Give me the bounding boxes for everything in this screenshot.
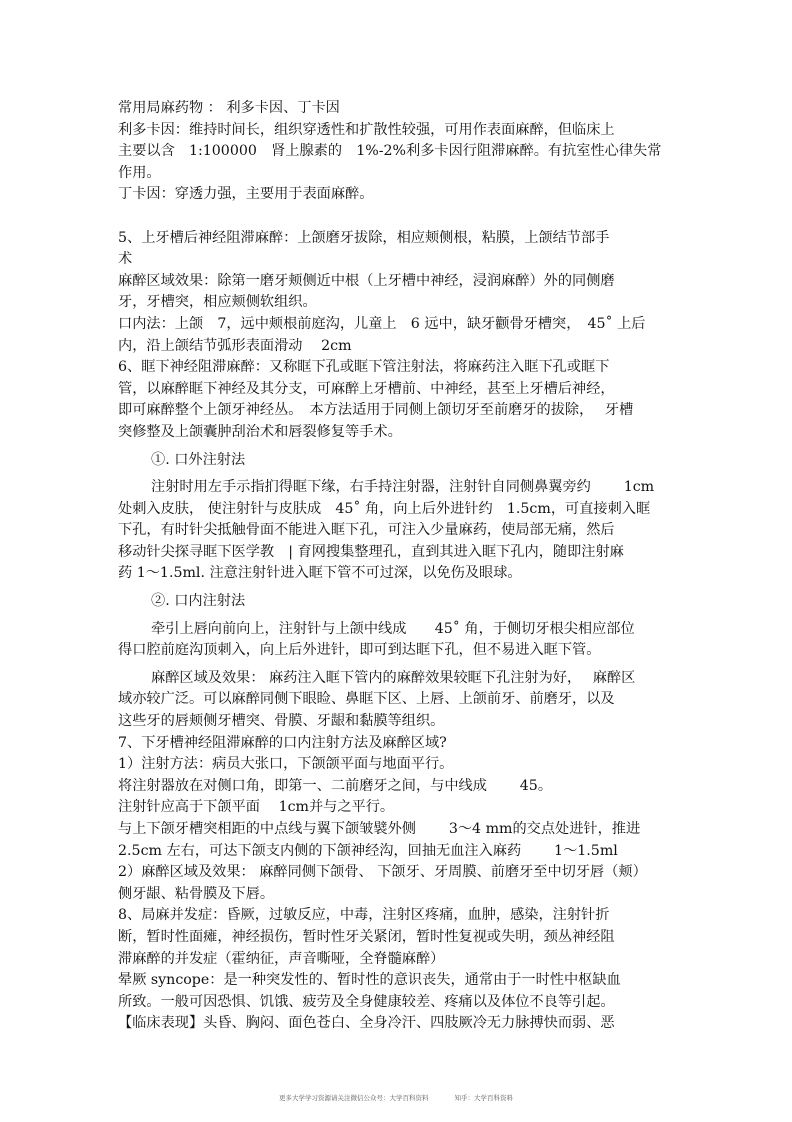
text-line: 1）注射方法：病员大张口，下颌颌平面与地面平行。 (118, 756, 454, 773)
text-line: 丁卡因：穿透力强，主要用于表面麻醉。 (118, 186, 374, 203)
text-line: 将注射器放在对侧口角，即第一、二前磨牙之间，与中线成 45。 (118, 777, 553, 794)
text-line: 常用局麻药物 ： 利多卡因、丁卡因 (118, 100, 340, 116)
subheading-extraoral: ①. 口外注射法 (151, 451, 246, 468)
text-line: 所致。一般可因恐惧、饥饿、疲劳及全身健康较差、疼痛以及体位不良等引起。 (118, 993, 615, 1010)
text-line: 这些牙的唇颊侧牙槽突、骨膜、牙龈和黏膜等组织。 (118, 713, 445, 730)
footer-zhihu-note: 知乎：大学百科资料 (454, 1094, 514, 1102)
section-heading: 7、下牙槽神经阻滞麻醉的口内注射方法及麻醉区域? (118, 734, 447, 751)
section-heading: 5、上牙槽后神经阻滞麻醉：上颌磨牙拔除，相应颊侧根，粘膜，上颌结节部手 (118, 229, 610, 246)
text-line: 牙，牙槽突，相应颊侧软组织。 (118, 294, 317, 311)
text-line: 内，沿上颌结节弧形表面滑动 2cm (118, 337, 352, 354)
subheading-intraoral: ②. 口内注射法 (151, 593, 246, 610)
text-line: 作用。 (118, 164, 161, 181)
paragraph-gap (118, 206, 678, 228)
text-line: 域亦较广泛。可以麻醉同侧下眼睑、鼻眶下区、上唇、上颌前牙、前磨牙，以及 (118, 691, 615, 708)
text-line: 【临床表现】头昏、胸闷、面色苍白、全身冷汗、四肢厥冷无力脉搏快而弱、恶 (118, 1015, 615, 1032)
section-heading: 8、局麻并发症：昏厥，过敏反应，中毒，注射区疼痛，血肿，感染，注射针折 (118, 907, 610, 924)
text-line: 移动针尖探寻眶下医学教 | 育网搜集整理孔，直到其进入眶下孔内，随即注射麻 (118, 543, 624, 560)
footer-wechat-note: 更多大学学习资源请关注微信公众号：大学百科资料 (278, 1094, 429, 1102)
text-line: 麻醉区域效果：除第一磨牙颊侧近中根（上牙槽中神经，浸润麻醉）外的同侧磨 (118, 272, 615, 289)
text-line: 2）麻醉区域及效果： 麻醉同侧下颌骨、 下颌牙、牙周膜、前磨牙至中切牙唇（颊） (118, 864, 647, 881)
text-line: 滞麻醉的并发症（霍纳征，声音嘶哑，全脊髓麻醉） (118, 950, 445, 967)
text-line: 牵引上唇向前向上，注射针与上颌中线成 45˚ 角，于侧切牙根尖相应部位 (151, 620, 635, 637)
text-line: 药 1～1.5ml. 注意注射针进入眶下管不可过深，以免伤及眼球。 (118, 565, 522, 582)
text-line: 突修整及上颌囊肿刮治术和唇裂修复等手术。 (118, 423, 402, 440)
text-line: 晕厥 syncope：是一种突发性的、暂时性的意识丧失，通常由于一时性中枢缺血 (118, 972, 621, 989)
text-line: 主要以含 1:100000 肾上腺素的 1%-2%利多卡因行阻滞麻醉。有抗室性心律失常 (118, 143, 662, 160)
text-line: 得口腔前庭沟顶刺入，向上后外进针，即可到达眶下孔，但不易进入眶下管。 (118, 642, 601, 659)
text-line: 断，暂时性面瘫，神经损伤，暂时性牙关紧闭，暂时性复视或失明，颈丛神经阻 (118, 928, 615, 945)
text-line: 注射时用左手示指扪得眶下缘，右手持注射器，注射针自同侧鼻翼旁约 1cm (151, 479, 655, 496)
text-line: 2.5cm 左右，可达下颌支内侧的下颌神经沟，回抽无血注入麻药 1～1.5ml (118, 842, 618, 859)
text-line: 与上下颌牙槽突相距的中点线与翼下颌皱襞外侧 3～4 mm的交点处进针，推进 (118, 821, 641, 837)
text-line: 麻醉区域及效果： 麻药注入眶下管内的麻醉效果较眶下孔注射为好， 麻醉区 (151, 669, 636, 686)
page-footer (0, 1094, 792, 1102)
text-line: 管，以麻醉眶下神经及其分支，可麻醉上牙槽前、中神经，甚至上牙槽后神经， (118, 380, 615, 397)
text-line: 利多卡因：维持时间长，组织穿透性和扩散性较强，可用作表面麻醉，但临床上 (118, 121, 615, 138)
text-line: 处刺入皮肤， 使注射针与皮肤成 45˚ 角，向上后外进针约 1.5cm，可直接刺入眶 (118, 500, 651, 517)
document-body (118, 98, 678, 1035)
text-line: 即可麻醉整个上颌牙神经丛。 本方法适用于同侧上颌切牙至前磨牙的拔除， 牙槽 (118, 402, 634, 419)
text-line: 侧牙龈、粘骨膜及下唇。 (118, 885, 275, 902)
text-line: 下孔，有时针尖抵触骨面不能进入眶下孔，可注入少量麻药，使局部无痛，然后 (118, 522, 615, 539)
text-line: 术 (118, 251, 133, 268)
text-line: 注射针应高于下颌平面 1cm并与之平行。 (118, 799, 395, 816)
section-heading: 6、眶下神经阻滞麻醉：又称眶下孔或眶下管注射法，将麻药注入眶下孔或眶下 (118, 359, 610, 376)
text-line: 口内法：上颌 7，远中颊根前庭沟，儿童上 6 远中，缺牙颧骨牙槽突， 45˚ 上后 (118, 315, 646, 332)
